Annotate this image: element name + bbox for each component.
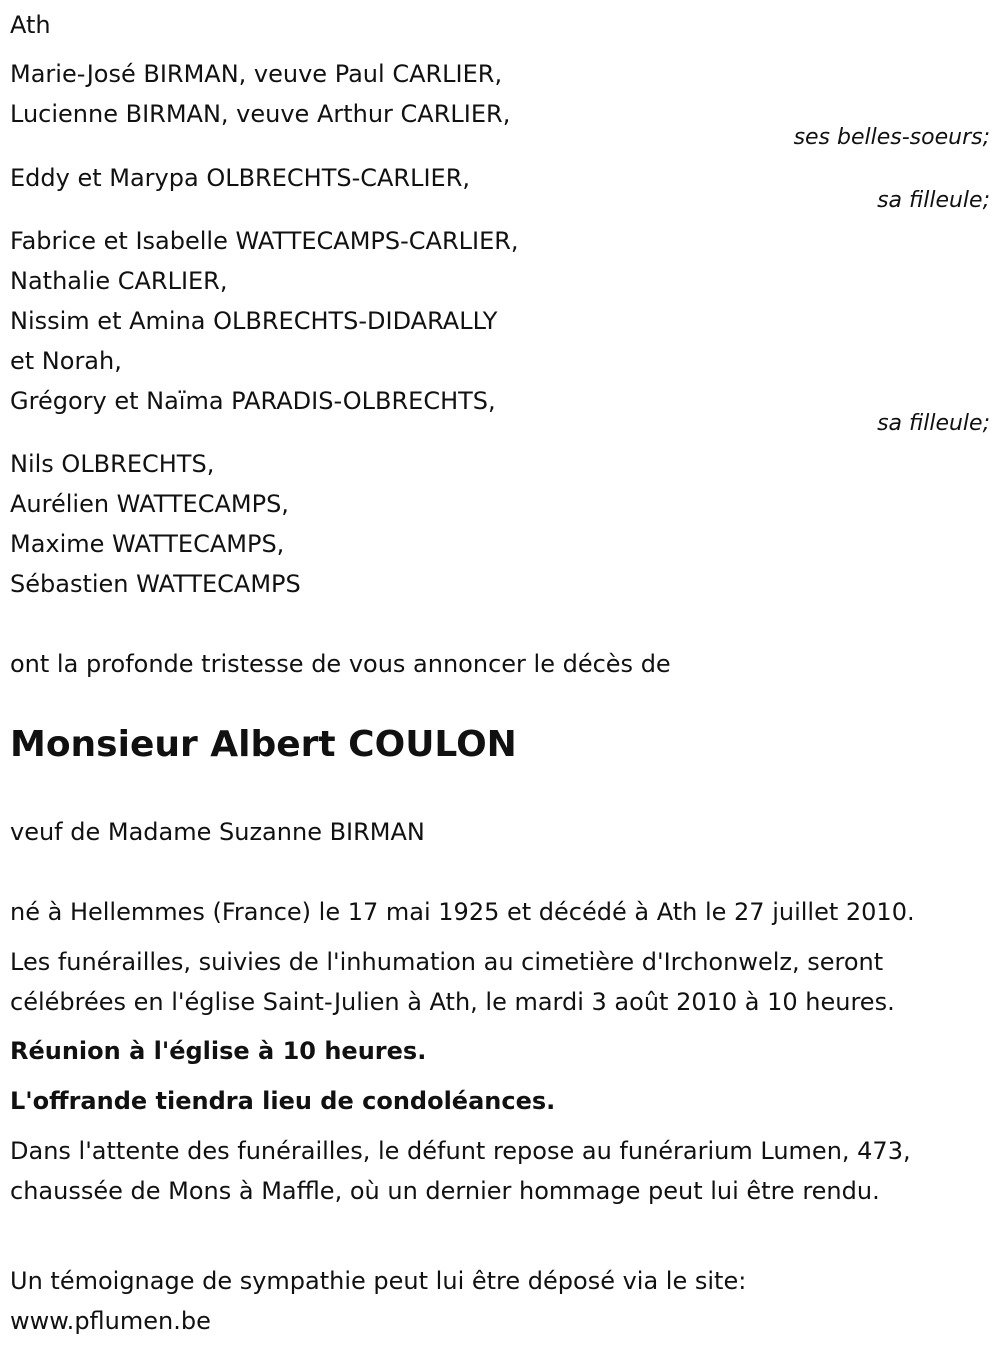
deceased-name: Monsieur Albert COULON [10,724,517,765]
meeting-info: Réunion à l'église à 10 heures. [10,1037,427,1065]
role-filleule-2: sa filleule; [877,411,990,436]
funeral-details: Les funérailles, suivies de l'inhumation au cimetière d'Irchonwelz, seront célébrées en l'église Saint-Julien à Ath, le mardi 3 août 2010 à 10 heures. [10,948,895,1016]
role-belles-soeurs: ses belles-soeurs; [793,125,990,150]
widower-of: veuf de Madame Suzanne BIRMAN [10,818,425,846]
family-line: Lucienne BIRMAN, veuve Arthur CARLIER, [10,100,511,128]
place-label: Ath [10,11,51,39]
family-line: Marie-José BIRMAN, veuve Paul CARLIER, [10,60,503,88]
sympathy-text: Un témoignage de sympathie peut lui être déposé via le site: [10,1267,747,1295]
family-line: Maxime WATTECAMPS, [10,530,285,558]
family-line: Aurélien WATTECAMPS, [10,490,289,518]
family-group-4 [10,444,990,604]
family-line: Nissim et Amina OLBRECHTS-DIDARALLY [10,307,498,335]
family-line: Sébastien WATTECAMPS [10,570,301,598]
website-line [10,1301,985,1341]
offering-info: L'offrande tiendra lieu de condoléances. [10,1087,556,1115]
family-line: et Norah, [10,347,122,375]
birth-death-dates: né à Hellemmes (France) le 17 mai 1925 et décédé à Ath le 27 juillet 2010. [10,898,915,926]
funerarium-info: Dans l'attente des funérailles, le défunt repose au funérarium Lumen, 473, chaussée de Mons à Maffle, où un dernier hommage peut lui être rendu. [10,1137,911,1205]
announcement-text: ont la profonde tristesse de vous annoncer le décès de [10,650,671,678]
family-line: Nils OLBRECHTS, [10,450,215,478]
family-line: Nathalie CARLIER, [10,267,228,295]
role-filleule-1: sa filleule; [877,188,990,213]
family-group-1 [10,54,990,134]
family-group-3 [10,221,990,421]
family-line: Fabrice et Isabelle WATTECAMPS-CARLIER, [10,227,519,255]
family-line: Grégory et Naïma PARADIS-OLBRECHTS, [10,387,496,415]
website-link[interactable]: www.pflumen.be [10,1307,211,1335]
family-line: Eddy et Marypa OLBRECHTS-CARLIER, [10,164,471,192]
sympathy-block [10,1261,985,1341]
